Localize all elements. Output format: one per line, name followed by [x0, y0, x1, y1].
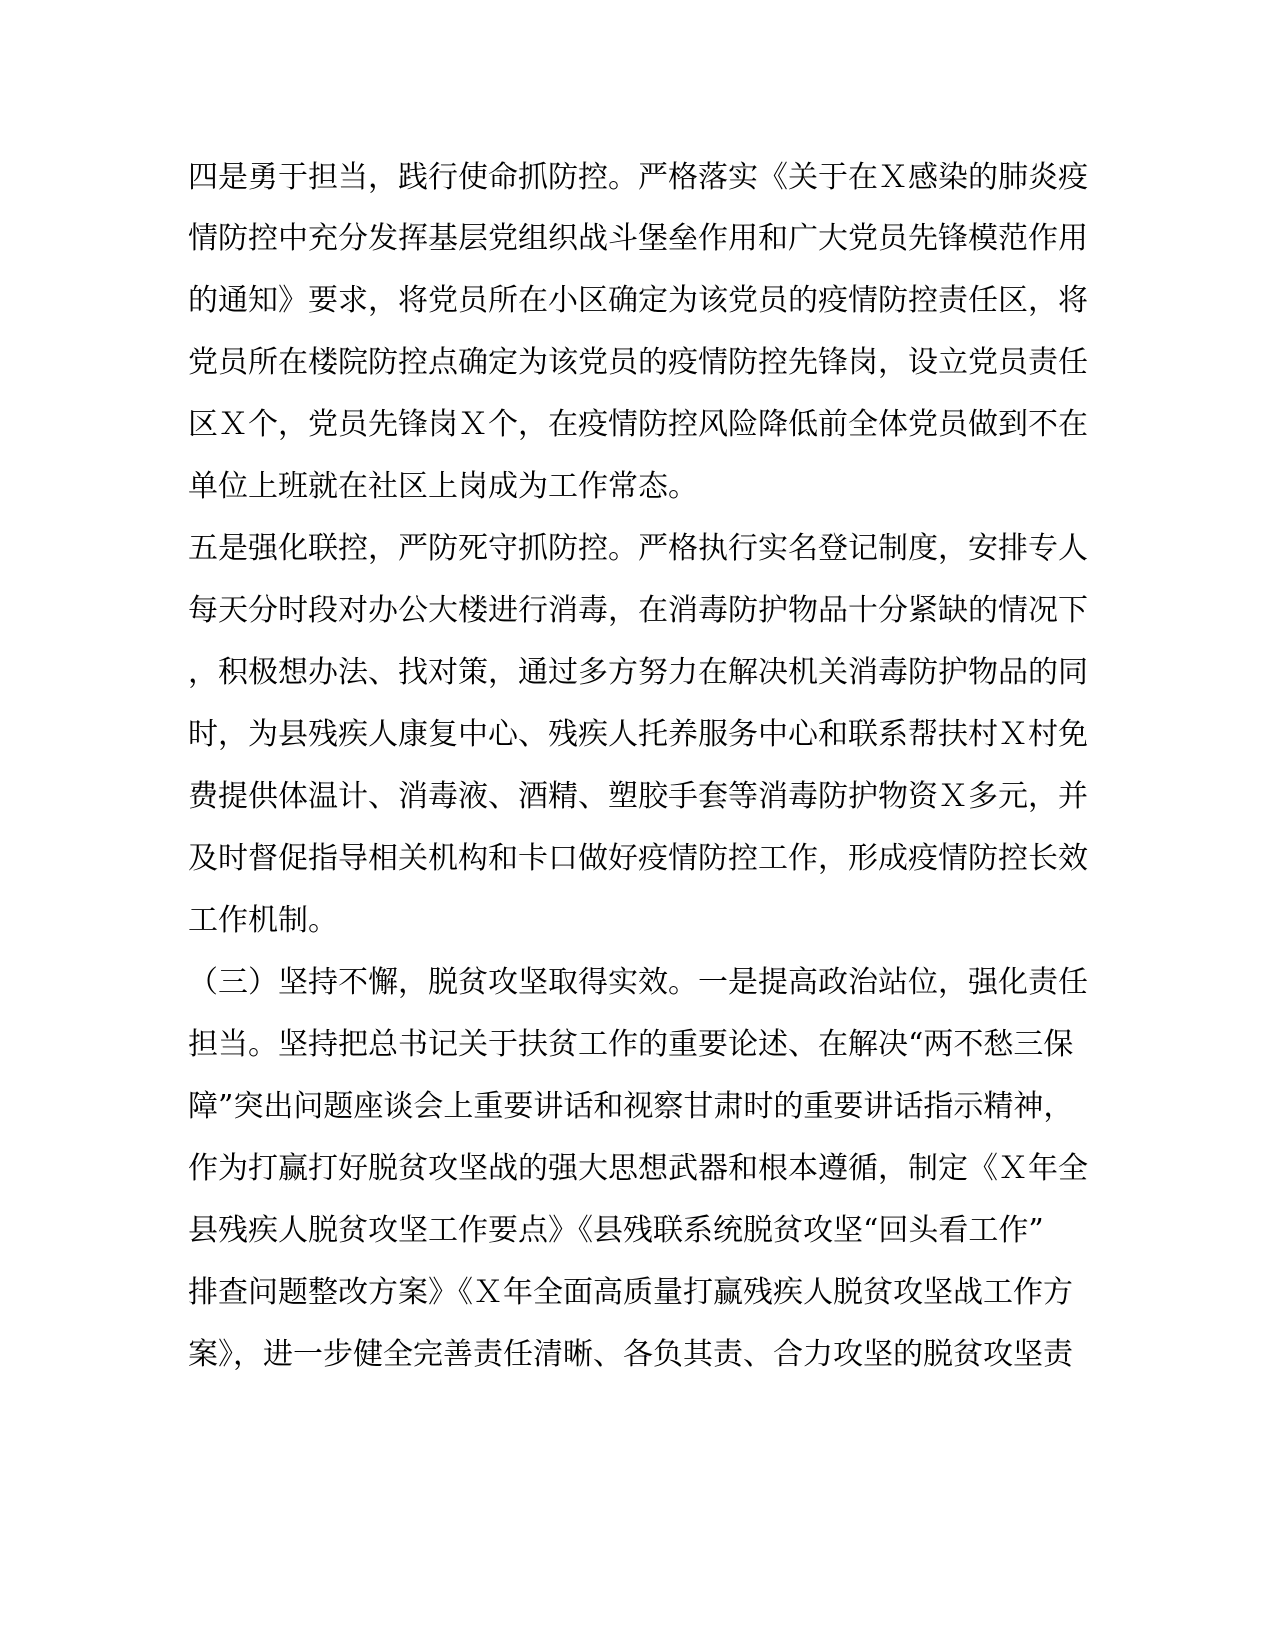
text-line: 情防控中充分发挥基层党组织战斗堡垒作用和广大党员先锋模范作用 — [188, 221, 1088, 256]
text-line: 时，为县残疾人康复中心、残疾人托养服务中心和联系帮扶村Ｘ村免 — [188, 717, 1088, 752]
text-line: 四是勇于担当，践行使命抓防控。严格落实《关于在Ｘ感染的肺炎疫 — [188, 160, 1088, 195]
text-line: 排查问题整改方案》《Ｘ年全面高质量打赢残疾人脱贫攻坚战工作方 — [188, 1275, 1073, 1310]
text-line: ，积极想办法、找对策，通过多方努力在解决机关消毒防护物品的同 — [188, 655, 1088, 690]
text-line: 障”突出问题座谈会上重要讲话和视察甘肃时的重要讲话指示精神， — [188, 1089, 1074, 1124]
text-line: 县残疾人脱贫攻坚工作要点》《县残联系统脱贫攻坚“回头看工作” — [188, 1213, 1044, 1248]
text-line: 作为打赢打好脱贫攻坚战的强大思想武器和根本遵循，制定《Ｘ年全 — [188, 1151, 1088, 1186]
text-line: 五是强化联控，严防死守抓防控。严格执行实名登记制度，安排专人 — [188, 531, 1088, 566]
text-line: 单位上班就在社区上岗成为工作常态。 — [188, 469, 698, 504]
text-line: 担当。坚持把总书记关于扶贫工作的重要论述、在解决“两不愁三保 — [188, 1027, 1074, 1062]
text-line: 党员所在楼院防控点确定为该党员的疫情防控先锋岗，设立党员责任 — [188, 345, 1088, 380]
text-line: 工作机制。 — [188, 903, 338, 938]
text-line: 的通知》要求，将党员所在小区确定为该党员的疫情防控责任区，将 — [188, 283, 1088, 318]
text-line: 区Ｘ个，党员先锋岗Ｘ个，在疫情防控风险降低前全体党员做到不在 — [188, 407, 1088, 442]
text-line: （三）坚持不懈，脱贫攻坚取得实效。一是提高政治站位，强化责任 — [188, 965, 1088, 1000]
text-line: 每天分时段对办公大楼进行消毒，在消毒防护物品十分紧缺的情况下 — [188, 593, 1088, 628]
text-line: 及时督促指导相关机构和卡口做好疫情防控工作，形成疫情防控长效 — [188, 841, 1088, 876]
text-line: 案》，进一步健全完善责任清晰、各负其责、合力攻坚的脱贫攻坚责 — [188, 1337, 1073, 1372]
text-line: 费提供体温计、消毒液、酒精、塑胶手套等消毒防护物资Ｘ多元，并 — [188, 779, 1088, 814]
